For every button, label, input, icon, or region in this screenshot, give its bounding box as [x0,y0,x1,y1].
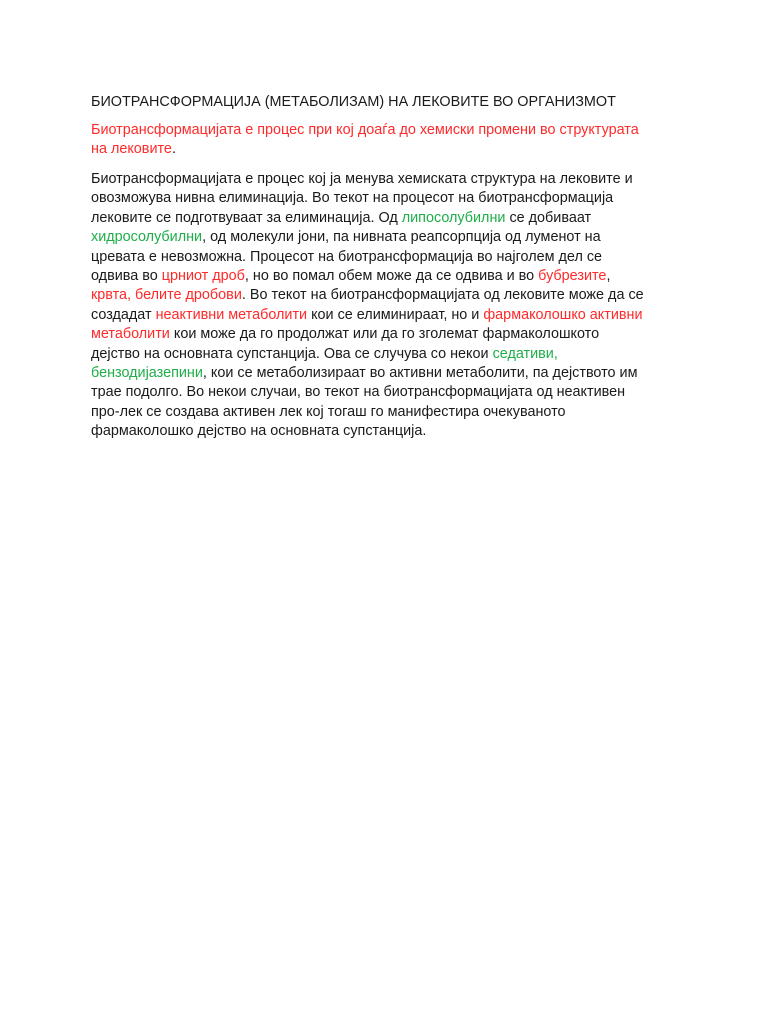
term-metaboliti: метаболити [91,326,170,343]
body-paragraph [91,170,691,442]
body-text: одвива во [91,268,162,285]
body-line [91,267,691,286]
term-liposolubilni: липосолубилни [401,209,506,226]
body-line: овозможува нивна елиминација. Во текот на процесот на биотрансформација [91,190,614,207]
intro-period: . [171,141,176,157]
body-text: , но во помал обем може да се одвива и во [244,268,539,285]
body-text: кои може да го продолжат или да го зголемат фармаколошкото [169,326,600,343]
term-bubrezite: бубрезите [538,268,607,285]
body-line [91,325,691,344]
body-line [91,364,691,383]
body-line [91,306,691,325]
body-text: создадат [91,306,156,323]
body-line: цревата е невозможна. Процесот на биотрансформација во најголем дел се [91,248,603,265]
body-text: лековите се подготвуваат за елиминација. Од [91,209,402,226]
body-text: се добиваат [505,209,592,226]
body-text: . Во текот на биотрансформацијата од лековите може да се [241,287,644,304]
body-line: Биотрансформацијата е процес кој ја менува хемиската структура на лековите и [91,171,633,187]
body-text: , [606,268,611,285]
intro-highlight: на лековите [91,141,172,157]
body-line: про-лек се создава активен лек кој тогаш го манифестира очекуваното [91,403,566,420]
intro-line-2 [91,140,691,159]
body-line [91,286,691,305]
term-sedativi: седативи, [492,345,558,362]
term-neaktivni-metaboliti: неактивни метаболити [155,306,308,323]
body-text: кои се елиминираат, но и [307,306,484,323]
body-line [91,345,691,364]
term-hidrosolubilni: хидросолубилни [91,229,203,246]
body-line [91,228,691,247]
term-crniot-drob: црниот дроб [161,268,245,285]
intro-line-1: Биотрансформацијата е процес при кој доаѓа до хемиски промени во структурата [91,122,639,138]
document-title: БИОТРАНСФОРМАЦИЈА (МЕТАБОЛИЗАМ) НА ЛЕКОВИТЕ ВО ОРГАНИЗМОТ [91,94,616,110]
body-line: трае подолго. Во некои случаи, во текот на биотрансформацијата од неактивен [91,384,626,401]
document-content [91,93,691,442]
intro-paragraph [91,121,691,159]
body-text: , од молекули јони, па нивната реапсорпција од луменот на [202,229,601,246]
body-line: фармаколошко дејство на основната супстанција. [91,423,427,440]
body-text: , кои се метаболизираат во активни метаболити, па дејството им [202,365,638,382]
body-text: дејство на основната супстанција. Ова се случува со некои [91,345,493,362]
term-farmakoloshko-aktivni: фармаколошко активни [483,306,643,323]
term-krvta-belite-drobovi: крвта, белите дробови [91,287,242,304]
term-benzodijazepini: бензодијазепини [91,365,203,382]
body-line [91,209,691,228]
